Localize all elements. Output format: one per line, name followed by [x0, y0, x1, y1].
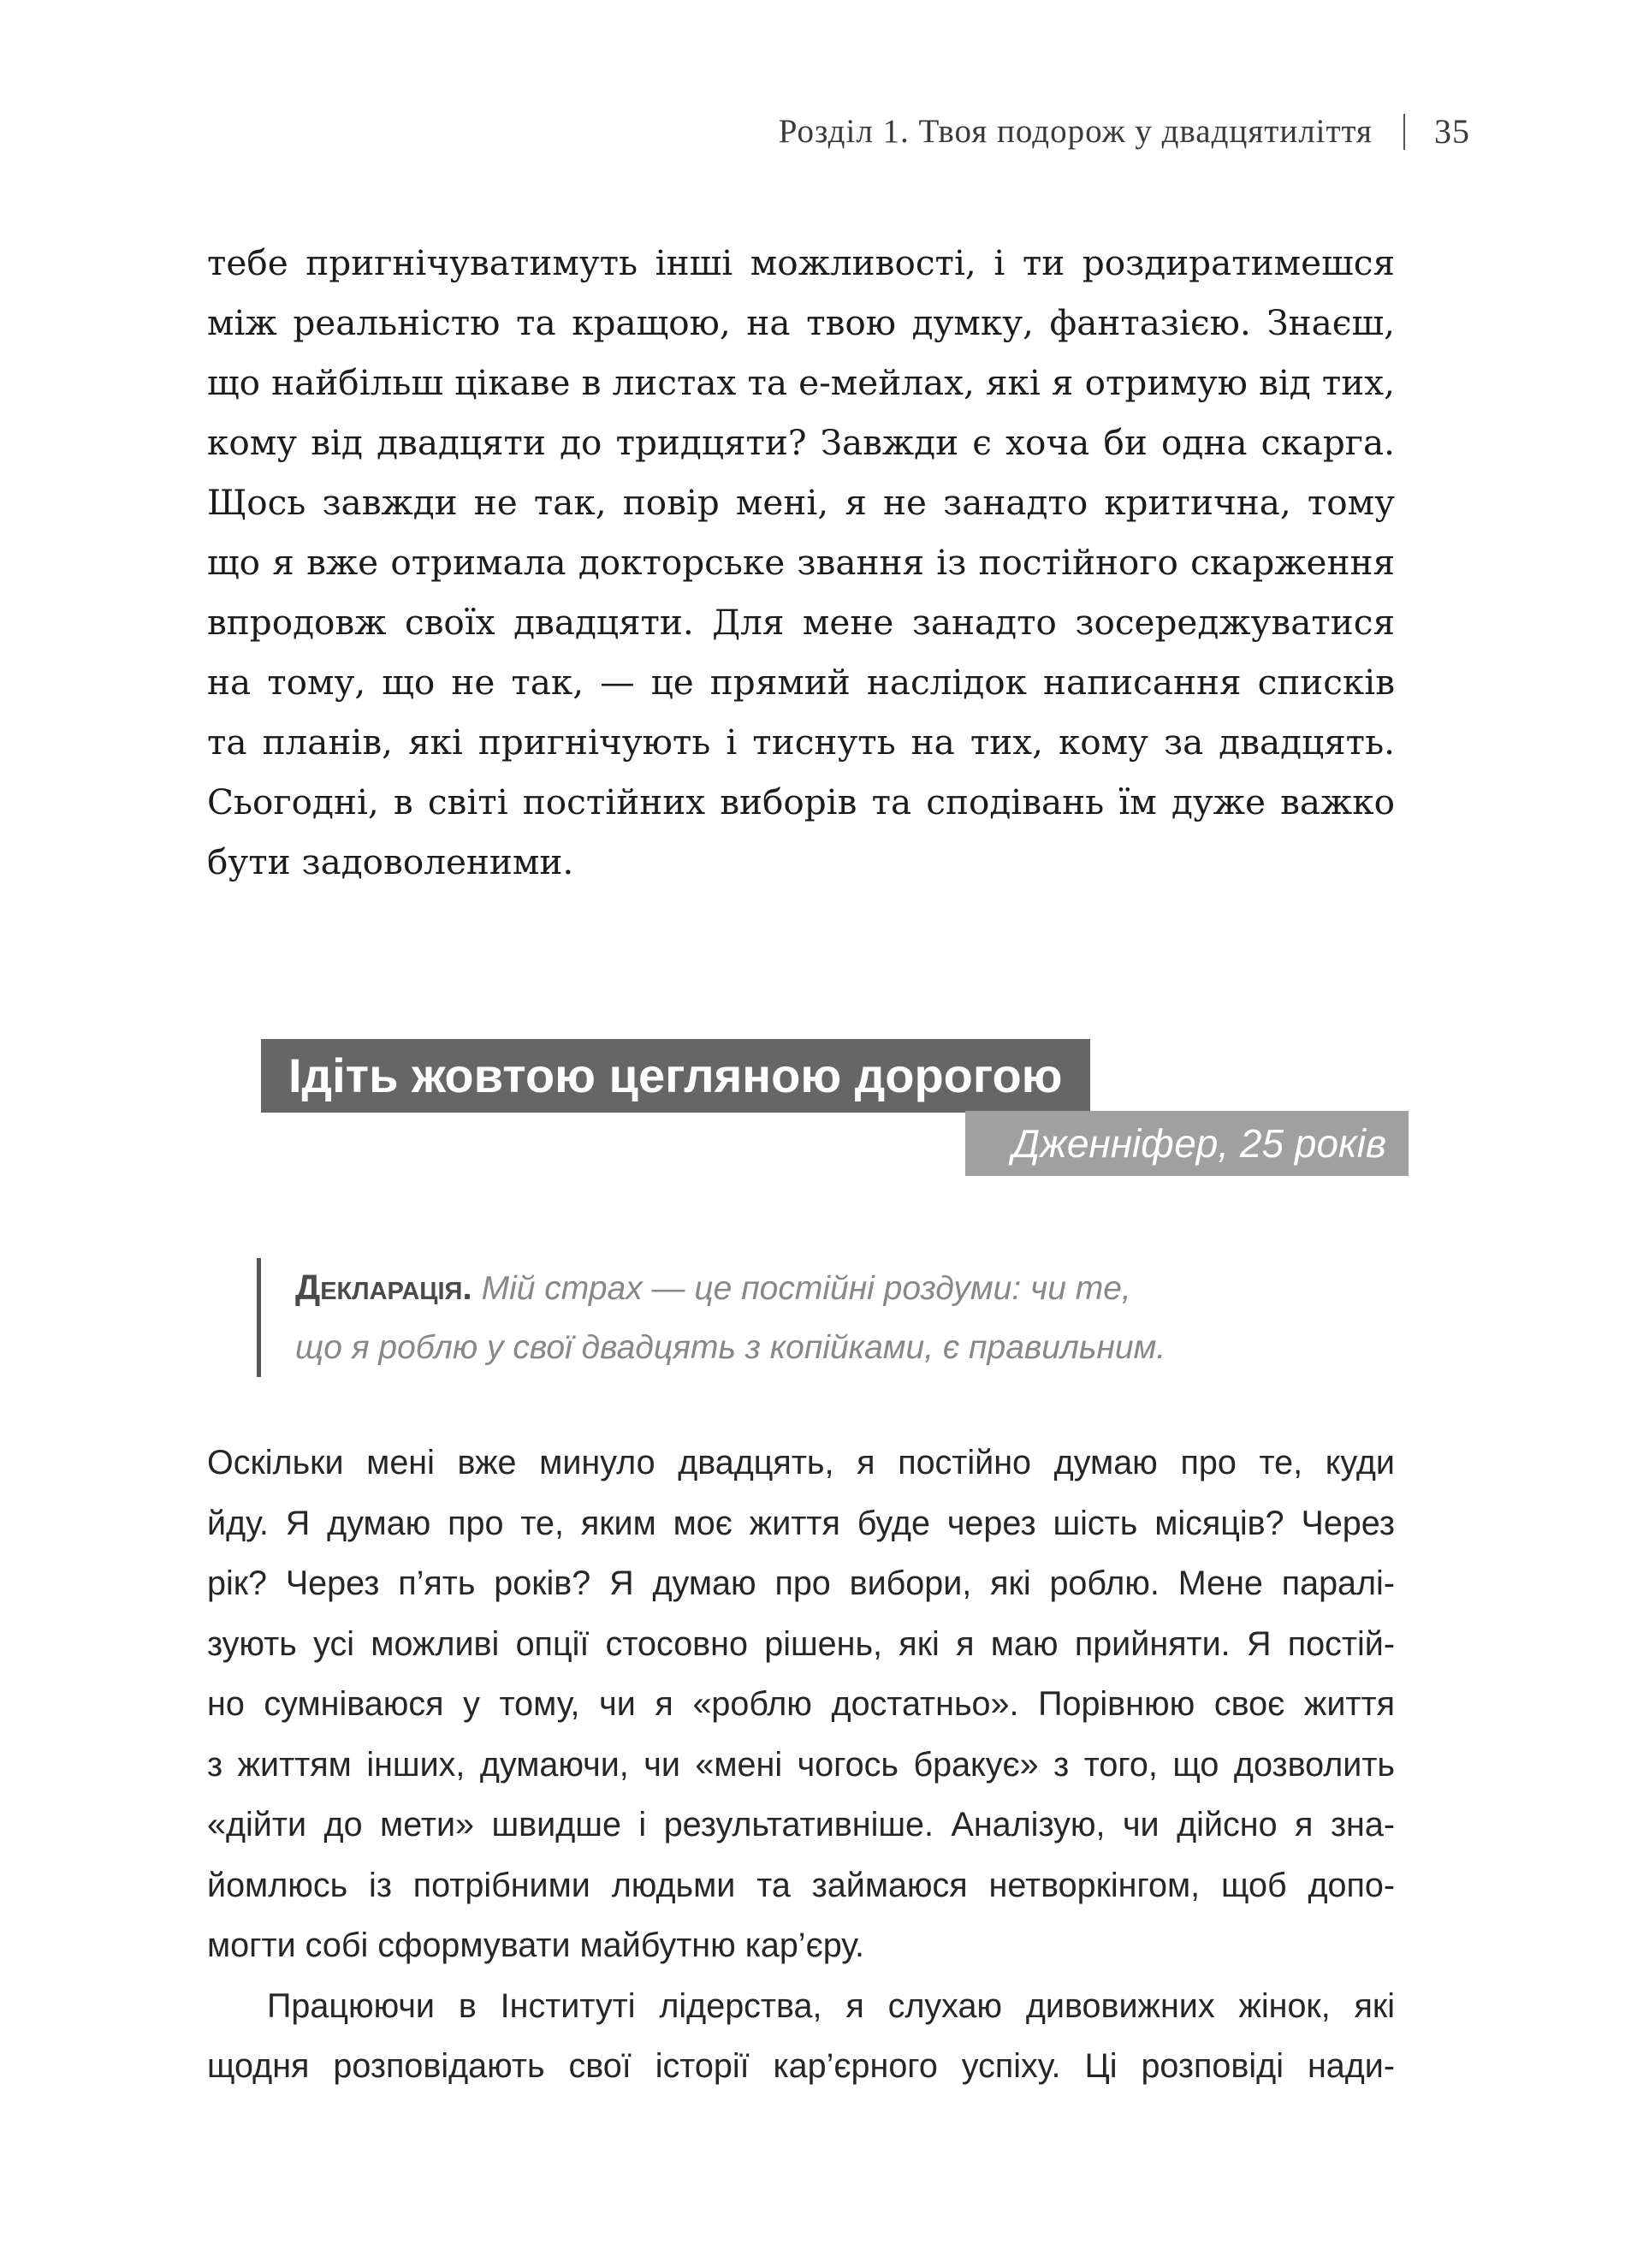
text-line: з життям інших, думаючи, чи «мені чогось бракує» з того, що дозволить	[207, 1745, 1395, 1784]
text-line: та планів, які пригнічують і тиснуть на тих, кому за двадцять.	[207, 721, 1395, 763]
text-line: Сьогодні, в світі постійних виборів та сподівань їм дуже важко	[207, 781, 1395, 822]
text-line: що найбільш цікаве в листах та е-мейлах, які я отримую від тих,	[207, 362, 1395, 403]
section-author: Дженніфер, 25 років	[965, 1111, 1409, 1176]
declaration-text: Мій страх — це постійні роздуми: чи те,	[481, 1270, 1131, 1307]
text-line: Працюючи в Інституті лідерства, я слухаю дивовижних жінок, які	[267, 1986, 1395, 2025]
page-number: 35	[1434, 112, 1470, 151]
text-line: могти собі сформувати майбутню кар’єру.	[207, 1927, 865, 1964]
story-text	[207, 1433, 1395, 2097]
header-separator	[1403, 114, 1405, 150]
text-line: бути задоволеними.	[207, 841, 574, 882]
text-line: Оскільки мені вже минуло двадцять, я постійно думаю про те, куди	[207, 1444, 1395, 1481]
declaration-line-2: що я роблю у свої двадцять з копійками, є правильним.	[295, 1329, 1166, 1366]
text-line: щодня розповідають свої історії кар’єрного успіху. Ці розповіді нади-	[207, 2047, 1395, 2085]
declaration-quote	[257, 1258, 1322, 1377]
text-line: кому від двадцяти до тридцяти? Завжди є хоча би одна скарга.	[207, 422, 1395, 463]
declaration-line-1	[295, 1258, 1322, 1318]
text-line: йду. Я думаю про те, яким моє життя буде через шість місяців? Через	[207, 1504, 1395, 1542]
text-line: між реальністю та кращою, на твою думку, фантазією. Знаєш,	[207, 302, 1395, 343]
continued-paragraph	[207, 233, 1395, 892]
text-line: що я вже отримала докторське звання із постійного скарження	[207, 542, 1395, 583]
running-head	[779, 111, 1470, 151]
text-line: тебе пригнічуватимуть інші можливості, і ти роздиратимешся	[207, 242, 1395, 283]
text-line: впродовж своїх двадцяти. Для мене занадто зосереджуватися	[207, 602, 1395, 643]
text-line: йомлюсь із потрібними людьми та займаюся нетворкінгом, щоб допо-	[207, 1866, 1395, 1904]
text-line: рік? Через п’ять років? Я думаю про вибори, які роблю. Мене паралі-	[207, 1564, 1395, 1602]
text-line: зують усі можливі опції стосовно рішень, які я маю прийняти. Я постій-	[207, 1624, 1395, 1663]
text-line: на тому, що не так, — це прямий наслідок написання списків	[207, 662, 1395, 703]
chapter-title: Розділ 1. Твоя подорож у двадцятиліття	[778, 113, 1373, 150]
text-line: «дійти до мети» швидше і результативніше. Аналізую, чи дійсно я зна-	[207, 1806, 1395, 1843]
text-line: но сумніваюся у тому, чи я «роблю достатньо». Порівнюю своє життя	[207, 1685, 1395, 1723]
declaration-label: Декларація.	[295, 1268, 472, 1307]
section-title: Ідіть жовтою цегляною дорогою	[261, 1039, 1090, 1113]
text-line: Щось завжди не так, повір мені, я не занадто критична, тому	[207, 482, 1395, 523]
